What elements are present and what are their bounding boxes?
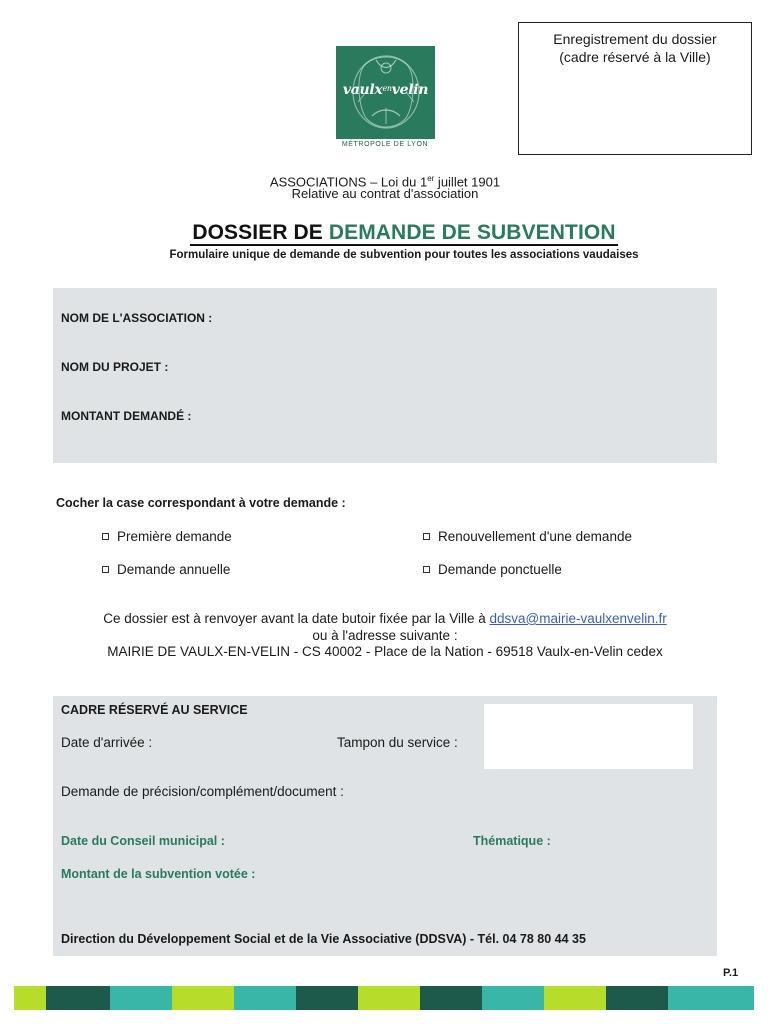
logo-subtitle: MÉTROPOLE DE LYON: [341, 141, 429, 148]
theme-label: Thématique :: [473, 834, 551, 848]
association-name-field[interactable]: NOM DE L'ASSOCIATION :: [61, 311, 213, 325]
checkbox-icon[interactable]: [102, 566, 109, 573]
request-type-intro: Cocher la case correspondant à votre demande :: [56, 496, 346, 510]
law-reference: ASSOCIATIONS – Loi du 1er juillet 1901: [269, 174, 501, 190]
service-stamp-label: Tampon du service :: [337, 735, 458, 750]
project-name-field[interactable]: NOM DU PROJET :: [61, 360, 169, 374]
option-one-time[interactable]: Demande ponctuelle: [423, 562, 562, 577]
checkbox-icon[interactable]: [102, 533, 109, 540]
arrival-date-label: Date d'arrivée :: [61, 735, 153, 750]
law-reference-line2: Relative au contrat d'association: [291, 186, 479, 201]
page-subtitle: Formulaire unique de demande de subvention pour toutes les associations vaudaises: [169, 249, 639, 261]
registration-box-line2: (cadre réservé à la Ville): [559, 49, 711, 65]
page-number: P.1: [723, 967, 739, 979]
vaulx-en-velin-logo: [336, 46, 435, 139]
logo-wordmark: vaulx$^{en}$velin: [342, 82, 429, 98]
council-date-label: Date du Conseil municipal :: [61, 834, 225, 848]
footer-color-stripe: [14, 986, 756, 1010]
option-first-request[interactable]: Première demande: [102, 529, 232, 544]
voted-amount-label: Montant de la subvention votée :: [61, 867, 256, 881]
return-address-intro: ou à l'adresse suivante :: [312, 628, 458, 643]
precision-request-label: Demande de précision/complément/document :: [61, 784, 344, 799]
registration-box: [518, 22, 752, 155]
directorate-contact: Direction du Développement Social et de la Vie Associative (DDSVA) - Tél. 04 78 80 44 35: [61, 932, 586, 946]
checkbox-icon[interactable]: [423, 566, 430, 573]
service-stamp-area: [484, 704, 693, 769]
return-address: MAIRIE DE VAULX-EN-VELIN - CS 40002 - Place de la Nation - 69518 Vaulx-en-Velin cedex: [107, 644, 663, 659]
amount-requested-field[interactable]: MONTANT DEMANDÉ :: [61, 409, 192, 423]
title-underline: [190, 244, 618, 246]
registration-box-line1: Enregistrement du dossier: [553, 31, 717, 47]
option-renewal[interactable]: Renouvellement d'une demande: [423, 529, 632, 544]
checkbox-icon[interactable]: [423, 533, 430, 540]
service-panel-title: CADRE RÉSERVÉ AU SERVICE: [61, 703, 248, 717]
email-link[interactable]: ddsva@mairie-vaulxenvelin.fr: [489, 611, 667, 626]
option-annual[interactable]: Demande annuelle: [102, 562, 230, 577]
return-instructions: Ce dossier est à renvoyer avant la date butoir fixée par la Ville à ddsva@mairie-vaulxenvelin.fr: [103, 611, 667, 626]
page-title: DOSSIER DE DEMANDE DE SUBVENTION: [192, 221, 616, 244]
